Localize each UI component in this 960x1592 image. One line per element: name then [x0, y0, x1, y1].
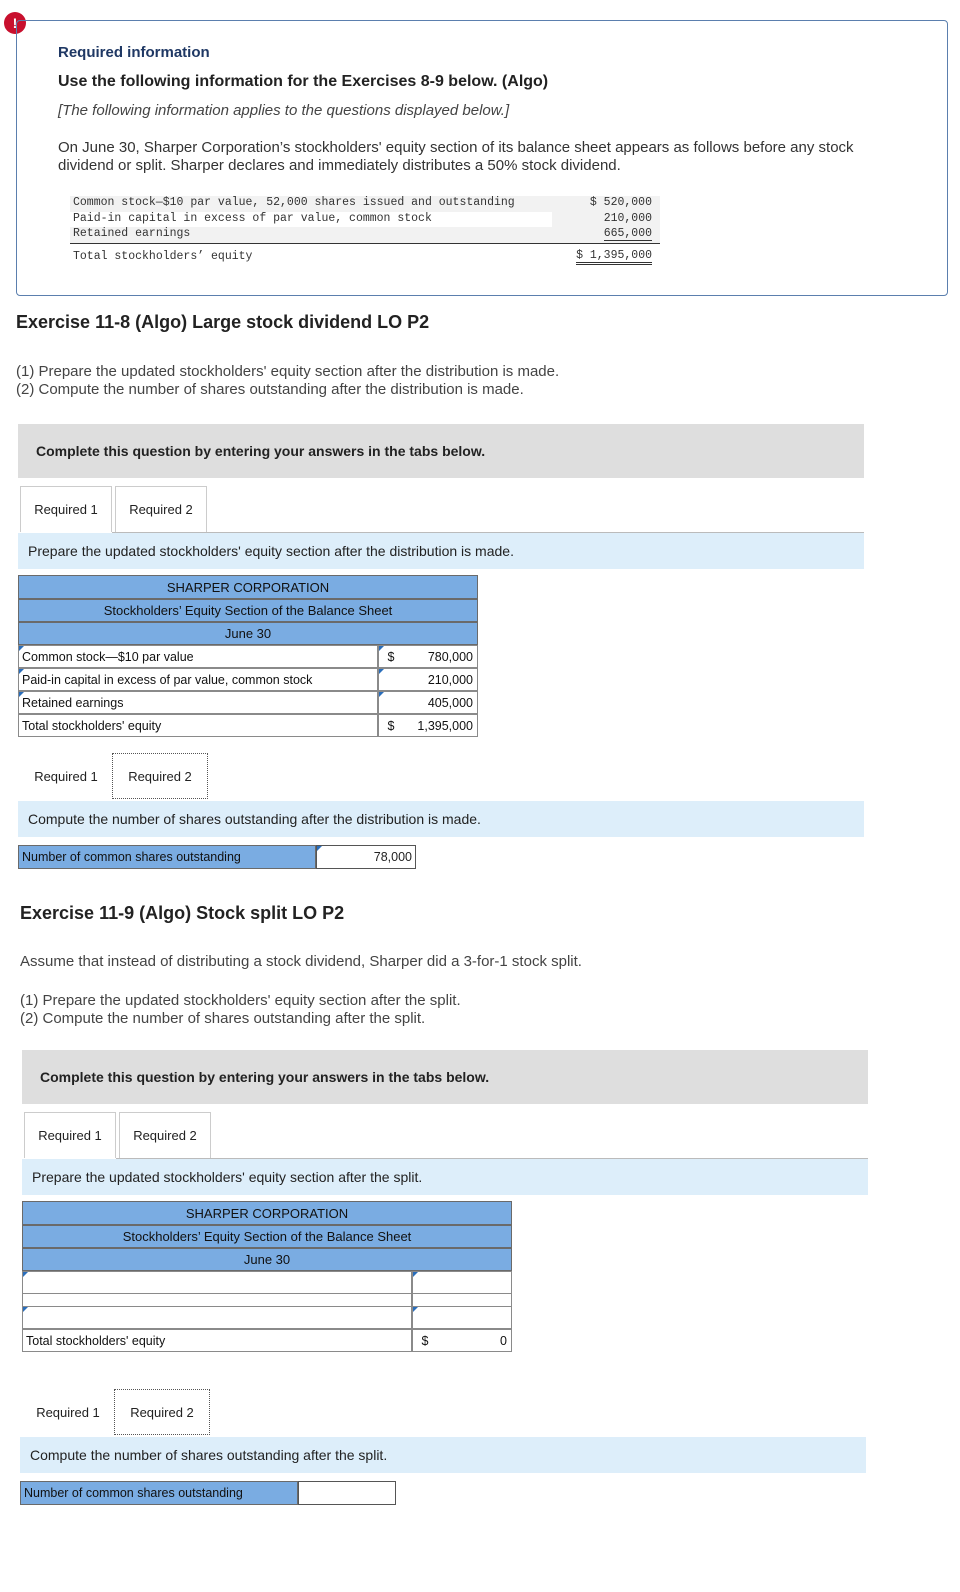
bs-row-amount[interactable]: $ 780,000 [378, 645, 478, 668]
row-amount: 665,000 [603, 227, 652, 240]
tab-required-1[interactable]: Required 1 [24, 1112, 116, 1158]
corp-name: SHARPER CORPORATION [22, 1201, 512, 1225]
tab-required-2[interactable]: Required 2 [114, 1389, 210, 1435]
row-amount: $ 520,000 [589, 196, 652, 209]
exercise-9-step1: (1) Prepare the updated stockholders' equity section after the split. [20, 992, 461, 1009]
bs-row-amount[interactable]: 210,000 [378, 668, 478, 691]
bs-row-label-input[interactable] [22, 1306, 412, 1329]
row-label: Paid-in capital in excess of par value, common stock [73, 211, 432, 225]
exercise-9-title: Exercise 11-9 (Algo) Stock split LO P2 [20, 903, 345, 923]
exercise-8-step2: (2) Compute the number of shares outstanding after the distribution is made. [16, 381, 524, 398]
shares-label: Number of common shares outstanding [18, 845, 316, 869]
statement-date: June 30 [22, 1248, 512, 1271]
shares-outstanding-input[interactable]: 78,000 [316, 845, 416, 869]
table-row [70, 247, 660, 267]
section-title: Stockholders’ Equity Section of the Balance Sheet [22, 1225, 512, 1248]
table-row [70, 227, 660, 244]
instruction-band: Complete this question by entering your answers in the tabs below. [18, 424, 864, 478]
row-amount: 210,000 [603, 211, 652, 225]
tab-required-2[interactable]: Required 2 [119, 1112, 211, 1158]
instruction-band: Complete this question by entering your answers in the tabs below. [22, 1050, 868, 1104]
row-label: Total stockholders’ equity [73, 249, 253, 263]
tab-required-2[interactable]: Required 2 [115, 486, 207, 532]
shares-label: Number of common shares outstanding [20, 1481, 298, 1505]
row-amount: $ 1,395,000 [576, 249, 652, 265]
original-equity-table [70, 196, 660, 267]
required-1-instruction: Prepare the updated stockholders' equity section after the split. [22, 1159, 868, 1195]
tab-required-2[interactable]: Required 2 [112, 753, 208, 799]
required-2-instruction: Compute the number of shares outstanding after the split. [20, 1437, 866, 1473]
tab-required-1[interactable]: Required 1 [22, 1389, 114, 1435]
statement-date: June 30 [18, 622, 478, 645]
table-row [70, 196, 660, 212]
section-title: Stockholders’ Equity Section of the Balance Sheet [18, 599, 478, 622]
bs-row-amount-input[interactable] [412, 1306, 512, 1329]
bs-total-amount: $ 0 [412, 1329, 512, 1352]
tab-required-1[interactable]: Required 1 [20, 753, 112, 799]
bs-total-label: Total stockholders' equity [18, 714, 378, 737]
bs-row-label[interactable]: Common stock—$10 par value [18, 645, 378, 668]
required-1-instruction: Prepare the updated stockholders' equity section after the distribution is made. [18, 533, 864, 569]
shares-outstanding-input[interactable] [298, 1481, 396, 1505]
table-row [70, 212, 660, 228]
tab-required-1[interactable]: Required 1 [20, 486, 112, 532]
bs-total-amount: $ 1,395,000 [378, 714, 478, 737]
alert-icon: ! [4, 12, 26, 34]
bs-row-label[interactable]: Paid-in capital in excess of par value, common stock [18, 668, 378, 691]
required-2-instruction: Compute the number of shares outstanding after the distribution is made. [18, 801, 864, 837]
bs-row-amount[interactable]: 405,000 [378, 691, 478, 714]
bs-row-amount-input[interactable] [412, 1271, 512, 1294]
exercise-8-title: Exercise 11-8 (Algo) Large stock dividend LO P2 [16, 312, 430, 332]
bs-total-label: Total stockholders' equity [22, 1329, 412, 1352]
info-note: [The following information applies to the questions displayed below.] [58, 102, 510, 119]
exercise-9-step2: (2) Compute the number of shares outstanding after the split. [20, 1010, 426, 1027]
info-paragraph: On June 30, Sharper Corporation’s stockholders' equity section of its balance sheet appears as follows before any stock dividend or split. Sharper declares and immediately distributes a 50% stock dividend. [58, 139, 854, 174]
bs-row-label-input[interactable] [22, 1271, 412, 1294]
row-label: Common stock—$10 par value, 52,000 shares issued and outstanding [73, 196, 515, 209]
corp-name: SHARPER CORPORATION [18, 575, 478, 599]
exercise-8-step1: (1) Prepare the updated stockholders' equity section after the distribution is made. [16, 363, 560, 380]
exercise-9-assumption: Assume that instead of distributing a stock dividend, Sharper did a 3-for-1 stock split. [20, 953, 582, 970]
info-subtitle: Use the following information for the Exercises 8-9 below. (Algo) [58, 73, 549, 90]
bs-row-label[interactable]: Retained earnings [18, 691, 378, 714]
row-label: Retained earnings [73, 227, 191, 240]
info-title: Required information [58, 44, 210, 61]
